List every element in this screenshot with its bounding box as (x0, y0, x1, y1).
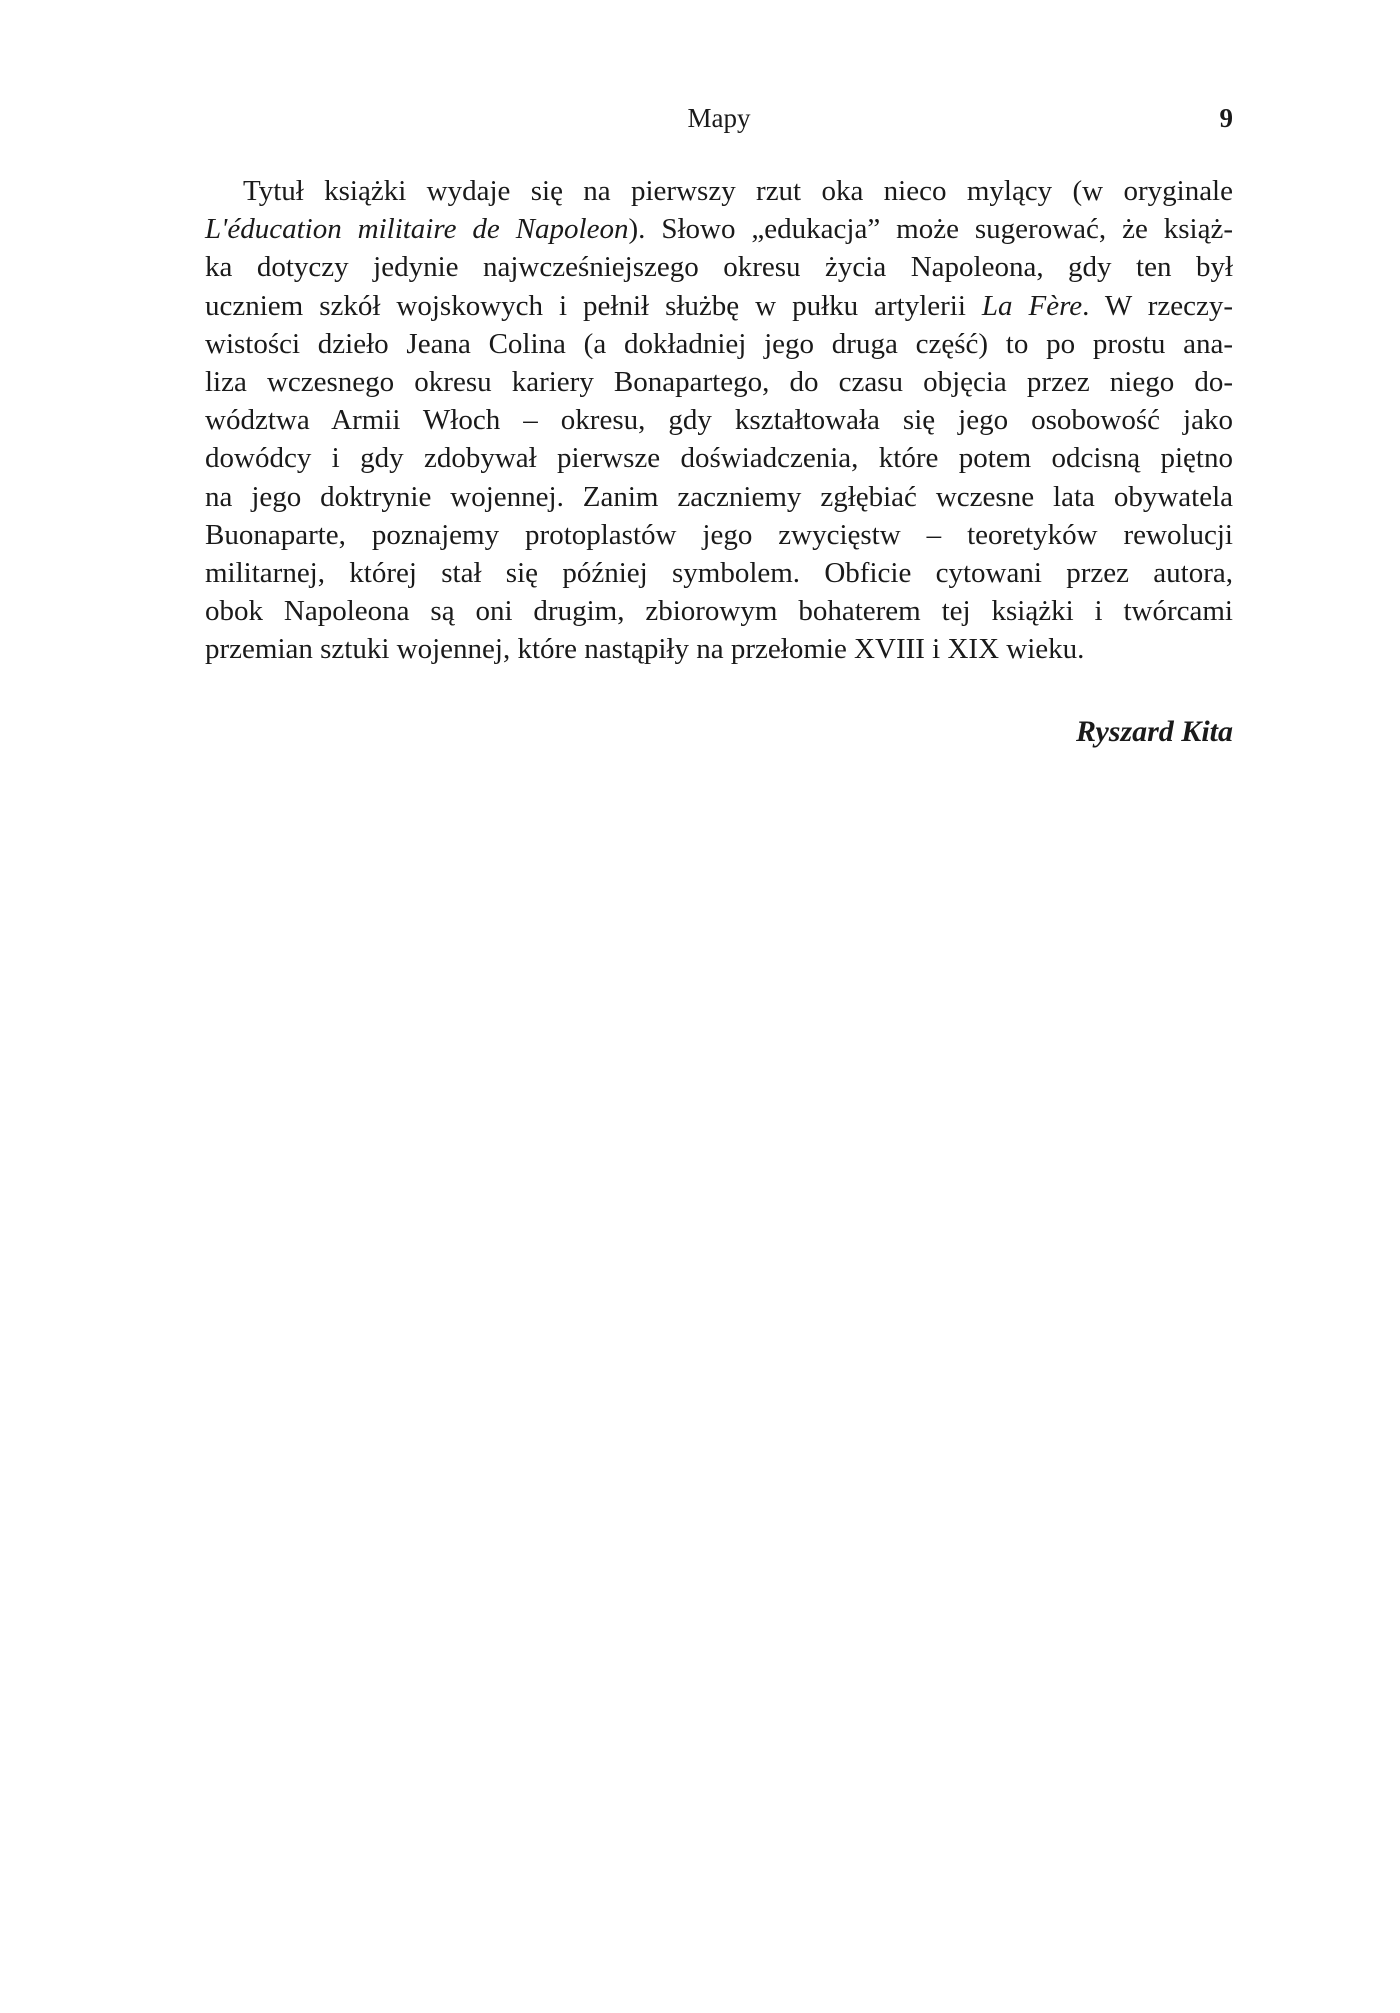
line-text: wistości dzieło Jeana Colina (a dokładniej jego druga część) to po prostu ana- (205, 327, 1233, 360)
line-text: liza wczesnego okresu kariery Bonapartego, do czasu objęcia przez niego do- (205, 366, 1233, 399)
body-paragraph (205, 172, 1233, 669)
page-number: 9 (1219, 103, 1233, 133)
paragraph-line (205, 592, 1233, 630)
line-text: na jego doktrynie wojennej. Zanim zaczniemy zgłębiać wczesne lata obywatela (205, 480, 1233, 513)
italic-title-text: La Fère (981, 289, 1083, 322)
line-text: dowódcy i gdy zdobywał pierwsze doświadczenia, które potem odcisną piętno (205, 442, 1233, 475)
paragraph-line (205, 172, 1233, 210)
paragraph-line (205, 363, 1233, 401)
line-text: przemian sztuki wojennej, które nastąpiły na przełomie XVIII i XIX wieku. (205, 633, 1085, 666)
line-text: Buonaparte, poznajemy protoplastów jego zwycięstw – teoretyków rewolucji (205, 518, 1233, 551)
line-text: obok Napoleona są oni drugim, zbiorowym bohaterem tej książki i twórcami (205, 595, 1233, 628)
line-text: militarnej, której stał się później symbolem. Obficie cytowani przez autora, (205, 557, 1233, 590)
paragraph-line (205, 248, 1233, 286)
italic-title-text: L'éducation militaire de Napoleon (205, 213, 629, 246)
paragraph-line (205, 478, 1233, 516)
line-text: wództwa Armii Włoch – okresu, gdy kształtowała się jego osobowość jako (205, 404, 1233, 437)
paragraph-line (205, 516, 1233, 554)
line-text: ka dotyczy jedynie najwcześniejszego okresu życia Napoleona, gdy ten był (205, 251, 1233, 284)
paragraph-line (205, 554, 1233, 592)
paragraph-line (205, 401, 1233, 439)
author-signature: Ryszard Kita (1076, 715, 1233, 748)
paragraph-line (205, 630, 1233, 668)
running-header-title: Mapy (687, 103, 751, 133)
line-text: Tytuł książki wydaje się na pierwszy rzut oka nieco mylący (w oryginale (243, 175, 1233, 207)
paragraph-line (205, 439, 1233, 477)
paragraph-line (205, 210, 1233, 248)
running-header (205, 100, 1233, 140)
paragraph-line (205, 325, 1233, 363)
paragraph-line (205, 287, 1233, 325)
line-text: uczniem szkół wojskowych i pełnił służbę w pułku artylerii (205, 289, 982, 322)
line-text: ). Słowo „edukacja” może sugerować, że książ- (628, 213, 1234, 246)
line-text: . W rzeczy- (1082, 289, 1233, 322)
